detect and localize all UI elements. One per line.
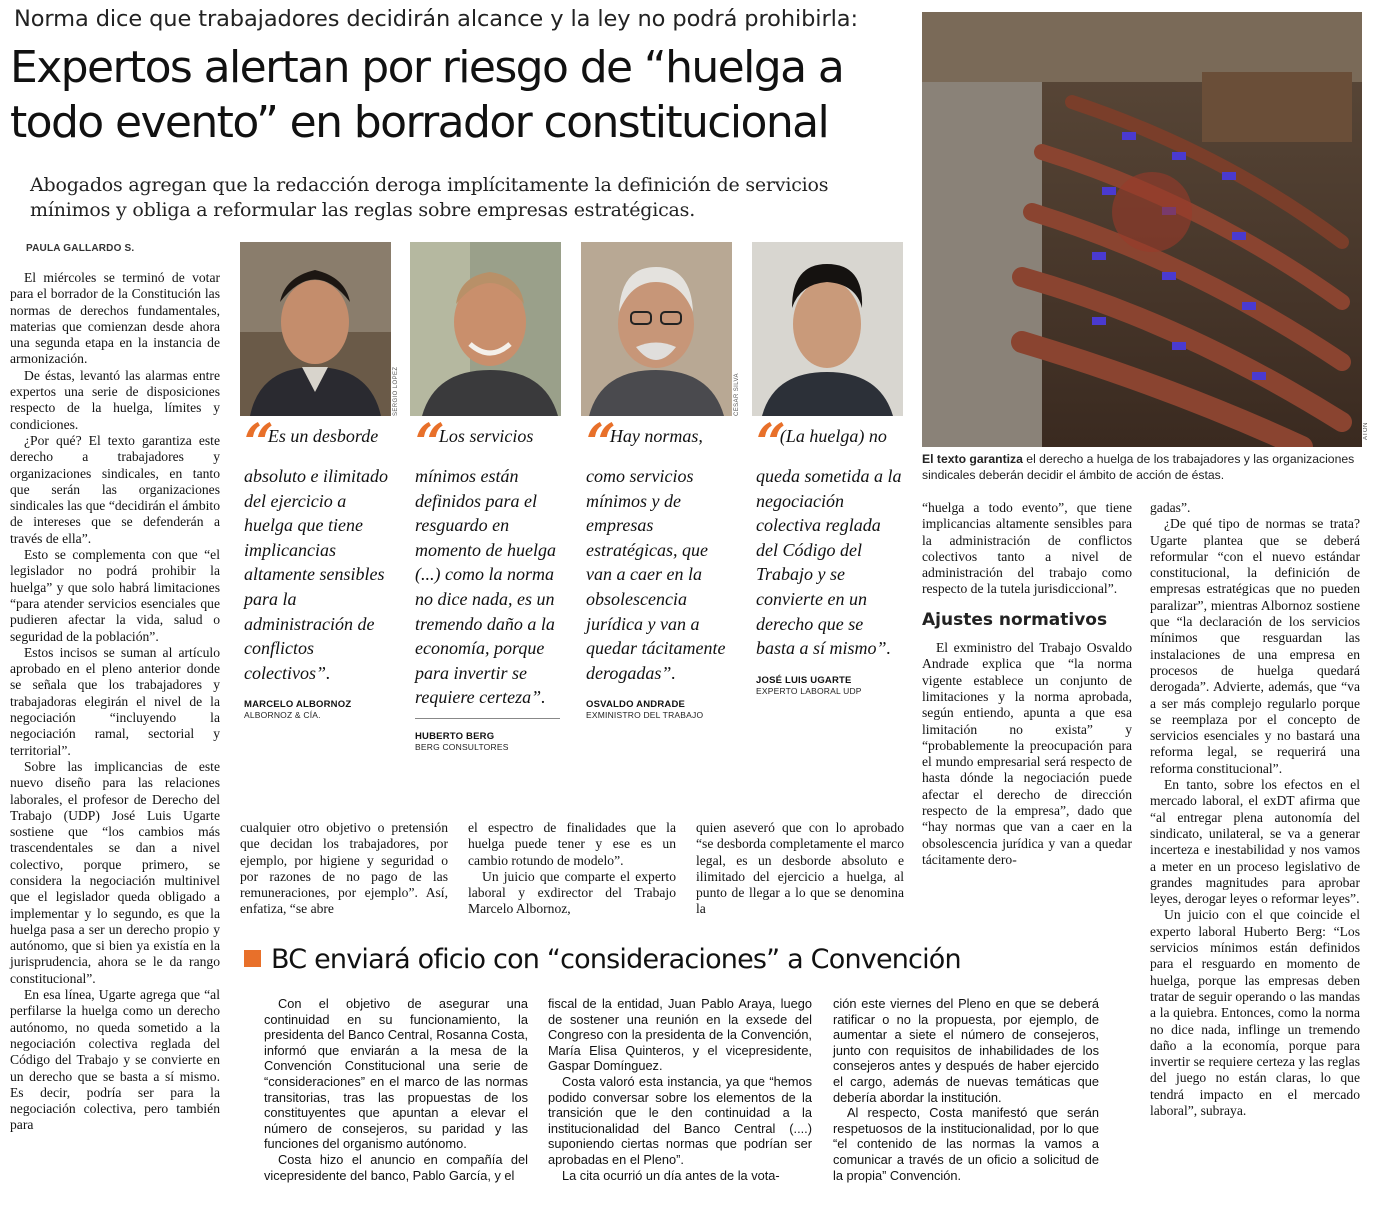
photo-credit: SERGIO LÓPEZ xyxy=(393,366,399,416)
column-6 xyxy=(1150,500,1360,1119)
quote-author-title: BERG CONSULTORES xyxy=(415,741,509,752)
portrait-albornoz xyxy=(240,242,391,416)
chamber-photo xyxy=(922,12,1362,447)
paragraph: ¿Por qué? El texto garantiza este derecho a trabajadores y organizaciones sindicales, en tanto que serán las organizaciones sindicales las que “decidirán el ámbito de intereses que se defenderán a través de ella”. xyxy=(10,432,220,546)
quote-albornoz xyxy=(244,413,394,721)
caption-text: el derecho a huelga de los trabajadores y las organizaciones sindicales deberán decidir el ámbito de acción de éstas. xyxy=(922,452,1355,482)
paragraph: De éstas, levantó las alarmas entre expertos una serie de disposiciones respecto de la huelga, límites y condiciones. xyxy=(10,367,220,432)
paragraph: ción este viernes del Pleno en que se deberá ratificar o no la propuesta, por ejemplo, de aumentar a siete el número de consejeros, junto con requisitos de inhabilidades de los consejeros antes y después de haber ejercido el cargo, además de nuevas temáticas que debería abordar la institución. xyxy=(833,996,1099,1105)
square-bullet-icon xyxy=(244,950,261,967)
quote-text: (La huelga) no queda sometida a la negociación colectiva reglada del Código del Trabajo y se convierte en un derecho que se basta a sí mismo”. xyxy=(756,426,902,659)
portrait-ugarte xyxy=(752,242,903,416)
paragraph: En esa línea, Ugarte agrega que “al perfilarse la huelga como un derecho autónomo, no queda sometido a la negociación colectiva reglada del Código del Trabajo y se convierte en un derecho que se basta a sí mismo. Es decir, podría ser para la negociación colectiva, pero también para xyxy=(10,987,220,1133)
quote-author: JOSÉ LUIS UGARTE xyxy=(756,674,852,686)
deck: Abogados agregan que la redacción deroga implícitamente la definición de servicios mínimos y obliga a reformular las reglas sobre empresas estratégicas. xyxy=(30,174,829,221)
paragraph: cualquier otro objetivo o pretensión que decidan los trabajadores, por ejemplo, por higiene y seguridad o por razones de no pago de las remuneraciones, por ejemplo”. Así, enfatiza, “se abre xyxy=(240,820,448,917)
quote-author-title: EXMINISTRO DEL TRABAJO xyxy=(586,710,704,721)
quote-berg xyxy=(415,413,565,752)
paragraph: “huelga a todo evento”, que tiene implicancias altamente sensibles para la administración de conflictos colectivos tanto a nivel de administración del trabajo como respecto de la tutela jurisdiccional”. xyxy=(922,500,1132,597)
quote-text: Es un desborde absoluto e ilimitado del ejercicio a huelga que tiene implicancias altamente sensibles para la administración de conflictos colectivos”. xyxy=(244,426,388,683)
paragraph: Costa valoró esta instancia, ya que “hemos podido conversar sobre los elementos de la transición que le den continuidad a la institucionalidad del Banco Central (....) suponiendo ciertas normas que podrían ser aprobadas en el Pleno”. xyxy=(548,1073,812,1167)
photo-caption xyxy=(922,452,1362,484)
sidebar-title-text: BC enviará oficio con “consideraciones” a Convención xyxy=(271,944,961,975)
paragraph: Un juicio con el que coincide el experto laboral Huberto Berg: “Los servicios mínimos están definidos para el resguardo en momento de huelga, porque las empresas deben tratar de seguir operando o las mandas a la quiebra. Entonces, como la norma no dice nada, inflinge un tremendo daño a la economía, porque para invertir se requiere certeza y las reglas del juego no están claras, lo que tendrá impacto en el mercado laboral”, subraya. xyxy=(1150,907,1360,1118)
photo-credit: ATON xyxy=(1363,422,1369,440)
paragraph: Con el objetivo de asegurar una continuidad en su funcionamiento, la presidenta del Banco Central, Rosanna Costa, informó que enviarán a la mesa de la Convención Constitucional una serie de “consideraciones” en el marco de las normas transitorias, tras las propuestas de los constituyentes que apuntan a elevar el número de consejeros, su paridad y las funciones del organismo autónomo. xyxy=(264,996,528,1152)
paragraph: el espectro de finalidades que la huelga puede tener y ese es un cambio rotundo de modelo”. xyxy=(468,820,676,868)
headline: Expertos alertan por riesgo de “huelga a todo evento” en borrador constitucional xyxy=(10,42,844,148)
sidebar-column-2 xyxy=(548,996,812,1183)
quote-text: Los servicios mínimos están definidos para el resguardo en momento de huelga (...) como la norma no dice nada, es un tremendo daño a la economía, porque para invertir se requiere certeza”. xyxy=(415,426,556,708)
paragraph: En tanto, sobre los efectos en el mercado laboral, el exDT afirma que “al entregar plena autonomía del sindicato, unilateral, se va a generar incerteza e inestabilidad y nos vamos a meter en un proceso legislativo de grandes magnitudes para aprobar leyes, derogar leyes o reformar leyes”. xyxy=(1150,777,1360,907)
paragraph: Al respecto, Costa manifestó que serán respetuosos de la institucionalidad, por lo que “el contenido de las normas la vamos a comunicar a través de un oficio a solicitud de la propia” Convención. xyxy=(833,1105,1099,1183)
quote-andrade xyxy=(586,413,736,721)
column-2 xyxy=(240,820,448,918)
portrait-berg xyxy=(410,242,561,416)
paragraph: El miércoles se terminó de votar para el borrador de la Constitución las normas de derechos fundamentales, materias que comienzan desde ahora una segunda etapa en la instancia de armonización. xyxy=(10,270,220,367)
photo-credit: CÉSAR SILVA xyxy=(734,373,740,416)
paragraph: Sobre las implicancias de este nuevo diseño para las relaciones laborales, el profesor de Derecho del Trabajo (UDP) José Luis Ugarte sostiene que “los cambios más trascendentales se dan a nivel colectivo, porque primero, se considera la negociación multinivel que el legislador queda obligado a implementar y lo segundo, es que la huelga pasa a ser un derecho propio y autónomo, que si bien ya existía en la jurisprudencia, ahora se le da rango constitucional”. xyxy=(10,758,220,986)
paragraph: quien aseveró que con lo aprobado “se desborda completamente el marco legal, es un desborde absoluto e ilimitado del ejercicio a huelga, al punto de llegar a lo que se denomina la xyxy=(696,820,904,917)
sidebar-title xyxy=(244,944,961,975)
paragraph: Un juicio que comparte el experto laboral y exdirector del Trabajo Marcelo Albornoz, xyxy=(468,868,676,917)
subhead: Ajustes normativos xyxy=(922,609,1108,630)
quote-author: HUBERTO BERG xyxy=(415,730,495,742)
paragraph: fiscal de la entidad, Juan Pablo Araya, luego de sostener una reunión en la exsede del Congreso con la presidenta de la Convención, María Elisa Quinteros, y el vicepresidente, Gaspar Domínguez. xyxy=(548,996,812,1074)
quote-mark-icon: “ xyxy=(756,413,780,474)
quote-ugarte xyxy=(756,413,906,696)
paragraph: La cita ocurrió un día antes de la vota- xyxy=(562,1167,780,1183)
sidebar-column-3 xyxy=(833,996,1099,1183)
quote-text: Hay normas, como servicios mínimos y de empresas estratégicas, que van a caer en la obsolescencia jurídica y van a quedar tácitamente derogadas”. xyxy=(586,426,726,683)
quote-mark-icon: “ xyxy=(586,413,610,474)
quote-author: OSVALDO ANDRADE xyxy=(586,699,686,711)
quote-mark-icon: “ xyxy=(244,413,268,474)
quote-author: MARCELO ALBORNOZ xyxy=(244,699,352,711)
paragraph: El exministro del Trabajo Osvaldo Andrade explica que “la norma vigente establece un conjunto de limitaciones y la norma aprobada, según entiendo, apunta a que esa limitación no exista” y “probablemente la preocupación para el mundo empresarial será respecto de hasta dónde la negociación puede afectar el derecho de dirección respecto de la empresa”, dado que “hay normas que van a caer en la obsolescencia jurídica y van a quedar tácitamente dero- xyxy=(922,640,1132,867)
caption-lead: El texto garantiza xyxy=(922,452,1023,466)
column-5 xyxy=(922,500,1132,868)
paragraph: ¿De qué tipo de normas se trata? Ugarte plantea que se deberá reformular “con el nuevo estándar constitucional, la definición de empresas estratégicas que no pueden paralizar”, mientras Albornoz sostiene que “la declaración de los servicios mínimos que resguardan las instalaciones de una empresa en procesos de huelga quedará derogada”. Advierte, además, que “va a ser más complejo regularlo porque se reemplaza por el concepto de servicios esenciales y no bastará una reforma legal, se requerirá una reforma constitucional”. xyxy=(1150,516,1360,776)
sidebar-column-1 xyxy=(264,996,528,1183)
paragraph: Estos incisos se suman al artículo aprobado en el pleno anterior donde se señala que los trabajadores y trabajadoras elegirán el nivel de la negociación “incluyendo la negociación ramal, sectorial y territorial”. xyxy=(10,644,220,758)
kicker: Norma dice que trabajadores decidirán alcance y la ley no podrá prohibirla: xyxy=(14,6,858,32)
column-4 xyxy=(696,820,904,918)
quote-author-title: EXPERTO LABORAL UDP xyxy=(756,685,862,696)
portrait-andrade xyxy=(581,242,732,416)
byline: PAULA GALLARDO S. xyxy=(26,243,135,254)
paragraph: Esto se complementa con que “el legislador no podrá prohibir la huelga” y que solo habrá limitaciones “para atender servicios esenciales que pudieren afectar la vida, salud o seguridad de la población”. xyxy=(10,547,220,644)
quote-author-title: ALBORNOZ & CÍA. xyxy=(244,710,321,721)
quote-mark-icon: “ xyxy=(415,413,439,474)
column-3 xyxy=(468,820,676,918)
paragraph: gadas”. xyxy=(1150,500,1191,515)
column-1 xyxy=(10,270,220,1134)
paragraph: Costa hizo el anuncio en compañía del vicepresidente del banco, Pablo García, y el xyxy=(264,1151,528,1183)
